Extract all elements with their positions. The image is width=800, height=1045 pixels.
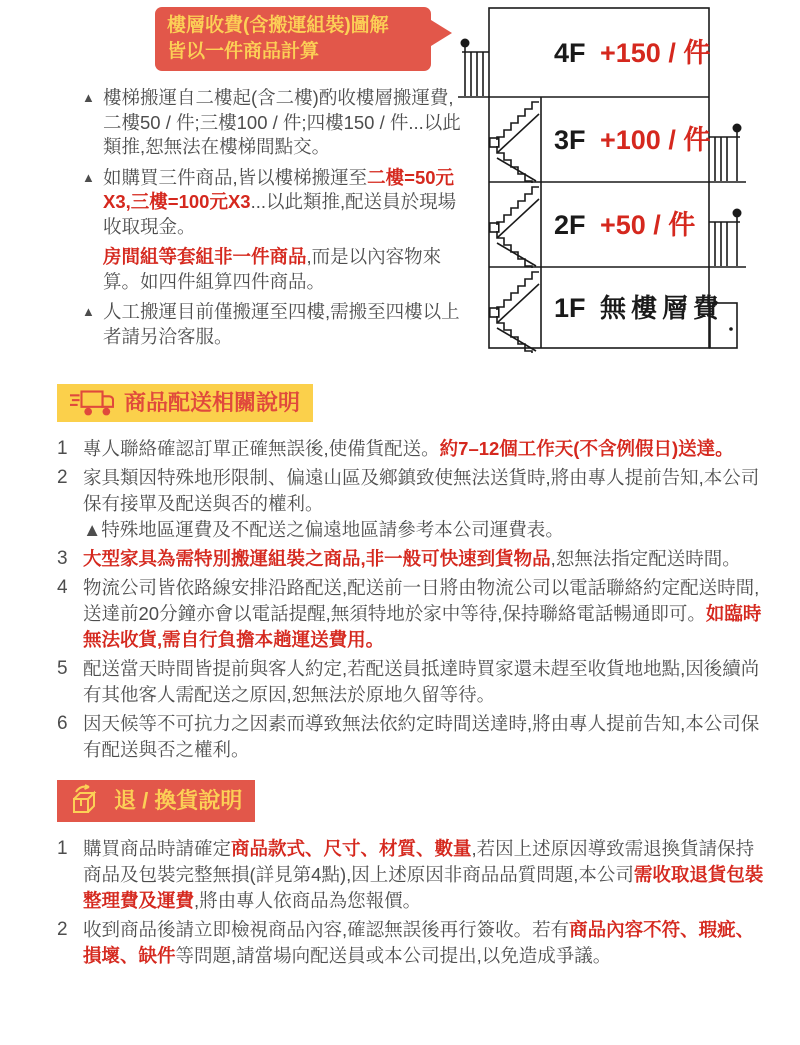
text-segment: 大型家具為需特別搬運組裝之商品,非一般可快速到貨物品 <box>83 548 551 569</box>
item-text <box>83 656 771 708</box>
delivery-item <box>57 711 772 763</box>
item-number: 5 <box>57 658 68 679</box>
building-diagram-svg <box>456 0 768 358</box>
bullet-spacer <box>82 245 103 294</box>
fee-notes <box>82 86 466 355</box>
text-segment: 人工搬運目前僅搬運至四樓,需搬至四樓以上者請另洽客服。 <box>103 301 460 347</box>
floor-fee-diagram <box>456 0 768 358</box>
item-subnote: ▲特殊地區運費及不配送之偏遠地區請參考本公司運費表。 <box>83 519 564 540</box>
return-box-icon <box>70 784 104 818</box>
text-segment: ,若因上述原因導致需退換貨請保持商品及包裝完整無損(詳見第4點),因上述原因非商品品質問題,本公司 <box>83 838 755 885</box>
text-segment: ...以此類推,配送員於現場收取現金。 <box>103 191 457 237</box>
text-segment: 樓梯搬運自二樓起(含二樓)酌收樓層搬運費,二樓50 / 件;三樓100 / 件;四樓150 / 件...以此類推,恕無法在樓梯間點交。 <box>103 87 461 157</box>
delivery-section <box>57 372 772 763</box>
floor-row-label: 4F <box>554 38 586 68</box>
delivery-header-label: 商品配送相關說明 <box>124 390 301 415</box>
delivery-item <box>57 575 772 653</box>
fee-note-text <box>103 166 466 240</box>
text-segment: 商品款式、尺寸、材質、數量 <box>231 838 472 859</box>
item-text-segments <box>83 467 759 514</box>
truck-icon <box>70 388 114 418</box>
fee-note <box>82 300 466 349</box>
railing-icon <box>709 209 742 267</box>
stairs-icon <box>490 272 539 353</box>
text-segment: 約7–12個工作天(不含例假日)送達。 <box>439 438 734 459</box>
delivery-item <box>57 436 772 462</box>
delivery-item <box>57 656 772 708</box>
fee-bubble-line2: 皆以一件商品計算 <box>167 41 320 62</box>
triangle-bullet-icon: ▲ <box>82 169 95 185</box>
text-segment: 物流公司皆依路線安排沿路配送,配送前一日將由物流公司以電話聯絡約定配送時間,送達前20分鐘亦會以電話提醒,無須特地於家中等待,保持聯絡電話暢通即可。 <box>83 577 760 624</box>
fee-note-text <box>103 245 466 294</box>
item-text <box>83 546 771 572</box>
floor-fee-label: +100 / 件 <box>600 125 711 155</box>
triangle-bullet-icon: ▲ <box>82 304 95 319</box>
text-segment: 房間組等套組非一件商品 <box>103 246 307 267</box>
item-number: 4 <box>57 577 68 598</box>
item-text <box>83 575 771 653</box>
floor-fee-label: 無樓層費 <box>600 293 725 323</box>
item-text <box>83 711 771 763</box>
item-text <box>83 436 771 462</box>
railing-icon <box>709 124 742 182</box>
returns-list <box>57 836 772 969</box>
fee-bubble <box>155 7 431 71</box>
text-segment: 需收取退貨包裝整理費及運費 <box>83 864 764 911</box>
item-text <box>83 917 771 969</box>
triangle-bullet-icon: ▲ <box>82 90 95 105</box>
text-segment: 如臨時無法收貨,需自行負擔本趟運送費用。 <box>83 603 762 650</box>
item-number: 6 <box>57 713 68 734</box>
railing-icon <box>461 39 490 97</box>
text-segment: ,將由專人依商品為您報價。 <box>194 890 422 911</box>
text-segment: 等問題,請當場向配送員或本公司提出,以免造成爭議。 <box>175 945 612 966</box>
returns-header <box>57 780 255 822</box>
item-text <box>83 465 771 543</box>
delivery-item <box>57 465 772 543</box>
text-segment: 家具類因特殊地形限制、偏遠山區及鄉鎮致使無法送貨時,將由專人提前告知,本公司保有接單及配送與否的權利。 <box>83 467 760 514</box>
returns-header-label: 退 / 換貨說明 <box>114 788 243 813</box>
text-segment: 配送當天時間皆提前與客人約定,若配送員抵達時買家還未趕至收貨地地點,因後續尚有其他客人需配送之原因,恕無法於原地久留等待。 <box>83 658 760 705</box>
delivery-header <box>57 384 313 422</box>
return-item <box>57 917 772 969</box>
text-segment: 專人聯絡確認訂單正確無誤後,使備貨配送。 <box>83 438 440 459</box>
floor-row-label: 3F <box>554 125 586 155</box>
fee-note <box>82 245 466 294</box>
text-segment: 購買商品時請確定 <box>83 838 232 859</box>
item-number: 1 <box>57 438 68 459</box>
floor-fee-label: +150 / 件 <box>600 38 711 68</box>
returns-section <box>57 766 772 969</box>
item-number: 1 <box>57 838 68 859</box>
fee-note <box>82 166 466 240</box>
return-item <box>57 836 772 914</box>
floor-fee-label: +50 / 件 <box>600 210 696 240</box>
fee-note-text <box>103 86 466 160</box>
text-segment: 商品內容不符、瑕疵、損壞、缺件 <box>83 919 755 966</box>
item-number: 3 <box>57 548 68 569</box>
item-text <box>83 836 771 914</box>
stairs-icon <box>490 102 539 183</box>
text-segment: 如購買三件商品,皆以樓梯搬運至 <box>103 166 368 188</box>
text-segment: 因天候等不可抗力之因素而導致無法依約定時間送達時,將由專人提前告知,本公司保有配送與否之權利。 <box>83 713 760 760</box>
floor-fee-section <box>0 0 800 372</box>
text-segment: 二樓=50元X3,三樓=100元X3 <box>103 166 455 212</box>
delivery-item <box>57 546 772 572</box>
floor-row-label: 2F <box>554 210 586 240</box>
item-number: 2 <box>57 919 68 940</box>
text-segment: 收到商品後請立即檢視商品內容,確認無誤後再行簽收。若有 <box>83 919 570 940</box>
text-segment: ,恕無法指定配送時間。 <box>550 548 741 569</box>
floor-row-label: 1F <box>554 293 586 323</box>
item-number: 2 <box>57 467 68 488</box>
stairs-icon <box>490 187 539 268</box>
text-segment: ,而是以內容物來算。如四件組算四件商品。 <box>103 246 442 292</box>
delivery-list <box>57 436 772 763</box>
fee-bubble-line1: 樓層收費(含搬運組裝)圖解 <box>167 15 389 36</box>
fee-note <box>82 86 466 160</box>
fee-note-text <box>103 300 466 349</box>
